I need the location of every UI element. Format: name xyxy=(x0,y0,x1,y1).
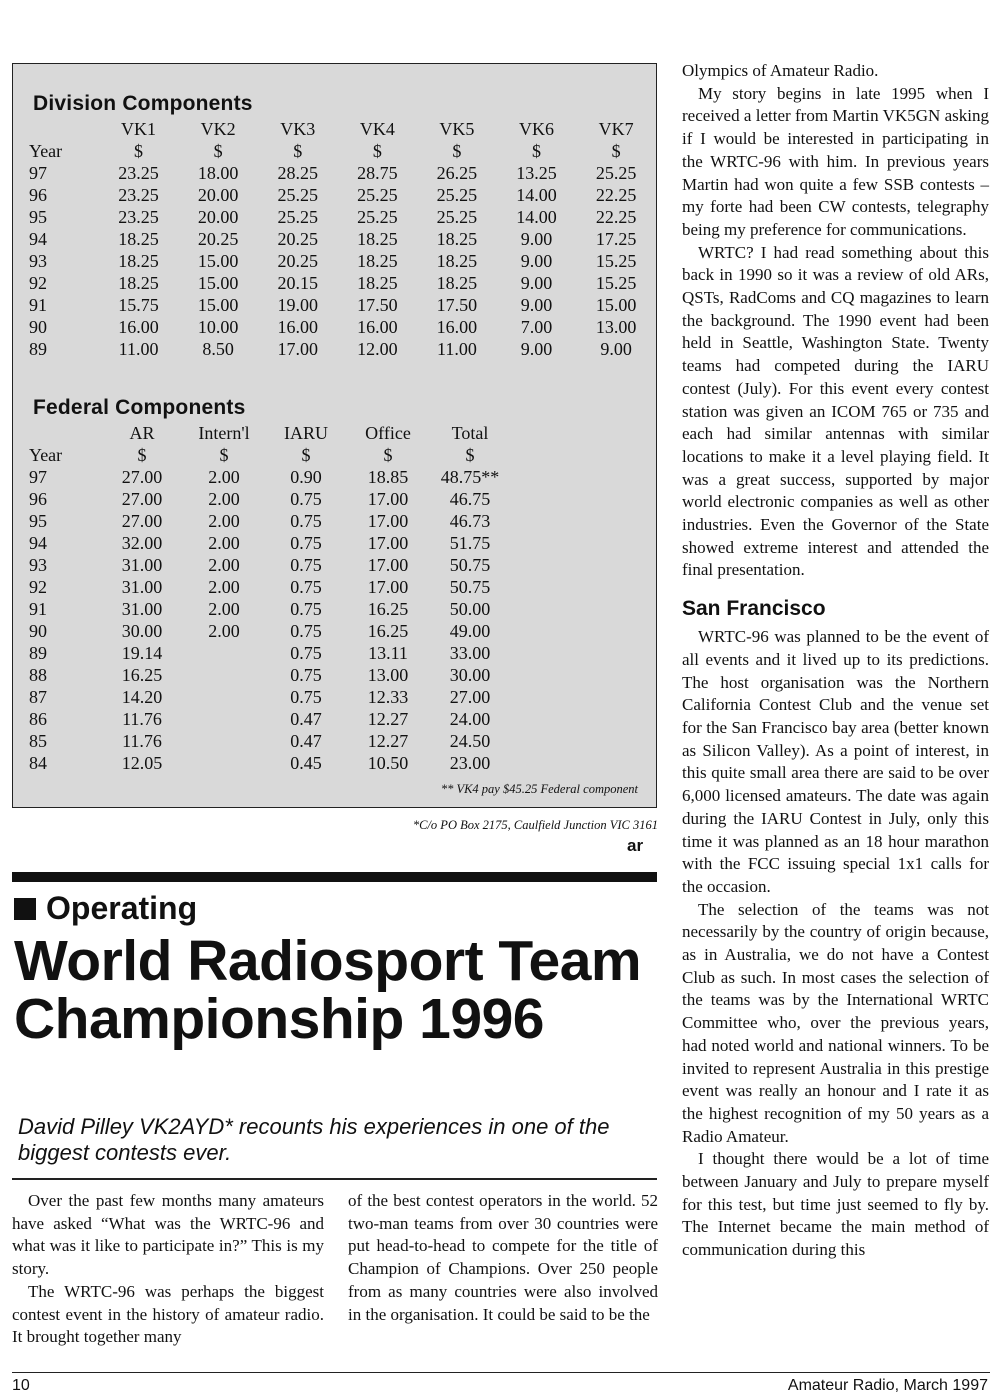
paragraph: of the best contest operators in the world. 52 two-man teams from over 30 countries were put head-to-head to compete for the title of Champion of Champions. Over 250 people from as many countries were also involved in the organisation. It could be said to be the xyxy=(348,1191,658,1324)
section-tag xyxy=(14,890,197,927)
division-cell: 89 xyxy=(29,339,47,359)
federal-header-cell: IARU xyxy=(284,423,328,443)
federal-cell xyxy=(183,686,265,708)
federal-header-cell xyxy=(29,422,101,444)
federal-cell: 92 xyxy=(29,577,47,597)
division-cell: 18.25 xyxy=(357,273,398,293)
division-header-cell: $ xyxy=(532,141,542,161)
federal-cell: 12.05 xyxy=(121,753,163,773)
division-cell: 25.25 xyxy=(357,207,398,227)
federal-header-cell: $ xyxy=(219,445,229,465)
division-cell: 18.25 xyxy=(118,251,159,271)
federal-cell: 16.25 xyxy=(121,665,163,685)
federal-cell: 50.75 xyxy=(449,577,491,597)
division-row xyxy=(29,272,656,294)
division-header-cell: VK3 xyxy=(280,119,316,139)
federal-cell: 33.00 xyxy=(449,643,491,663)
federal-cell: 46.75 xyxy=(449,489,491,509)
federal-row xyxy=(29,598,511,620)
article-deck: David Pilley VK2AYD* recounts his experiences in one of the biggest contests ever. xyxy=(18,1114,610,1165)
text-column-1 xyxy=(12,1190,324,1349)
federal-cell: 16.25 xyxy=(367,621,409,641)
division-cell: 18.25 xyxy=(118,229,159,249)
federal-row xyxy=(29,708,511,730)
division-cell: 20.25 xyxy=(277,229,318,249)
federal-cell: 91 xyxy=(29,599,47,619)
federal-cell: 14.20 xyxy=(121,687,163,707)
division-cell: 10.00 xyxy=(197,317,239,337)
federal-cell: 13.00 xyxy=(367,665,409,685)
paragraph: Over the past few months many amateurs have asked “What was the WRTC-96 and what was it like to participate in?” This is my story. xyxy=(12,1191,324,1279)
federal-cell: 2.00 xyxy=(208,489,240,509)
federal-header-cell: Intern'l xyxy=(198,423,250,443)
federal-cell: 0.75 xyxy=(290,643,322,663)
division-cell: 25.25 xyxy=(277,185,318,205)
division-cell: 96 xyxy=(29,185,47,205)
federal-cell: 2.00 xyxy=(208,577,240,597)
division-header-cell: VK6 xyxy=(519,119,555,139)
text-column-3 xyxy=(682,60,989,1262)
division-cell: 22.25 xyxy=(595,185,637,205)
federal-cell: 0.75 xyxy=(290,577,322,597)
federal-row xyxy=(29,466,511,488)
federal-cell: 2.00 xyxy=(208,511,240,531)
federal-cell: 2.00 xyxy=(208,467,240,487)
federal-cell: 0.75 xyxy=(290,489,322,509)
division-cell: 9.00 xyxy=(600,339,632,359)
division-cell: 11.00 xyxy=(118,339,159,359)
federal-cell xyxy=(183,708,265,730)
federal-cell: 31.00 xyxy=(121,577,163,597)
federal-cell: 17.00 xyxy=(367,533,409,553)
division-header-cell: $ xyxy=(213,141,223,161)
paragraph: WRTC-96 was planned to be the event of all events and it lived up to its predictions. The host organisation was the Northern California Contest Club and the venue set for the San Francisco bay area (better known as Silicon Valley). As a point of interest, in this quite small area there are said to be over 6,000 licensed amateurs. The date was again during the IARU Contest in July, only this time it was planned as an 18 hour marathon with the FCC issuing special 1x1 calls for the occasion. xyxy=(682,627,989,896)
division-cell: 9.00 xyxy=(520,339,553,359)
division-row xyxy=(29,250,656,272)
division-cell: 17.50 xyxy=(357,295,398,315)
federal-cell: 27.00 xyxy=(121,489,163,509)
division-cell: 13.25 xyxy=(516,163,557,183)
federal-header-cell: $ xyxy=(383,445,393,465)
federal-cell: 18.85 xyxy=(367,467,409,487)
federal-cell: 0.75 xyxy=(290,621,322,641)
federal-cell: 0.47 xyxy=(290,709,322,729)
article-headline: World Radiosport Team Championship 1996 xyxy=(14,929,642,1051)
division-cell: 9.00 xyxy=(520,251,553,271)
division-cell: 17.50 xyxy=(436,295,478,315)
federal-cell: 85 xyxy=(29,731,47,751)
division-cell: 18.00 xyxy=(197,163,239,183)
paragraph: I thought there would be a lot of time between January and July to prepare myself for this test, but time just seemed to fly by. The Internet became the main method of communication during this xyxy=(682,1149,989,1260)
federal-row xyxy=(29,686,511,708)
federal-row xyxy=(29,510,511,532)
division-heading: Division Components xyxy=(33,92,253,115)
end-mark: ar xyxy=(627,836,644,855)
federal-cell: 2.00 xyxy=(208,599,240,619)
section-tag-label: Operating xyxy=(46,890,198,926)
division-cell: 16.00 xyxy=(118,317,159,337)
square-bullet-icon xyxy=(14,898,36,920)
division-table xyxy=(29,118,656,360)
federal-cell: 23.00 xyxy=(449,753,491,773)
division-cell: 14.00 xyxy=(516,185,557,205)
federal-cell: 0.75 xyxy=(290,555,322,575)
division-row xyxy=(29,184,656,206)
section-rule xyxy=(12,872,657,882)
division-cell: 15.00 xyxy=(197,273,239,293)
federal-cell: 24.00 xyxy=(449,709,491,729)
federal-cell: 24.50 xyxy=(449,731,491,751)
division-cell: 25.25 xyxy=(357,185,398,205)
division-header-cell xyxy=(29,118,99,140)
division-cell: 18.25 xyxy=(357,251,398,271)
division-header-cell: VK1 xyxy=(121,119,157,139)
federal-cell: 90 xyxy=(29,621,47,641)
division-cell: 18.25 xyxy=(357,229,398,249)
federal-cell: 12.27 xyxy=(367,709,409,729)
federal-cell: 88 xyxy=(29,665,47,685)
division-cell: 15.00 xyxy=(197,295,239,315)
division-cell: 93 xyxy=(29,251,47,271)
federal-cell: 94 xyxy=(29,533,47,553)
federal-row xyxy=(29,752,511,774)
division-cell: 23.25 xyxy=(118,163,159,183)
paragraph: Olympics of Amateur Radio. xyxy=(682,61,879,80)
division-cell: 20.25 xyxy=(197,229,239,249)
publication-footer: Amateur Radio, March 1997 xyxy=(787,1377,988,1394)
division-row xyxy=(29,228,656,250)
division-header-cell: $ xyxy=(134,141,144,161)
federal-cell: 89 xyxy=(29,643,47,663)
division-cell: 97 xyxy=(29,163,47,183)
division-header-cell: $ xyxy=(611,141,621,161)
division-cell: 9.00 xyxy=(520,295,553,315)
federal-footnote: ** VK4 pay $45.25 Federal component xyxy=(440,782,638,796)
federal-header-cell: $ xyxy=(137,445,147,465)
division-header-cell: $ xyxy=(372,141,382,161)
division-cell: 18.25 xyxy=(436,273,478,293)
federal-cell: 19.14 xyxy=(121,643,163,663)
federal-cell: 27.00 xyxy=(121,467,163,487)
federal-row xyxy=(29,576,511,598)
division-cell: 19.00 xyxy=(277,295,318,315)
division-row xyxy=(29,294,656,316)
federal-cell: 0.45 xyxy=(290,753,322,773)
federal-cell: 31.00 xyxy=(121,555,163,575)
division-cell: 15.00 xyxy=(197,251,239,271)
division-cell: 16.00 xyxy=(436,317,478,337)
federal-row xyxy=(29,620,511,642)
paragraph: The selection of the teams was not necessarily by the country of origin because, as in Australia, we do not have a Contest Club as such. In most cases the selection of the teams was by the International WRTC Committee who, over the previous years, had noted world and national winners. To be invited to represent Australia in this prestige event was really an honour and I rate it as the highest recognition of my 50 years as a Radio Amateur. xyxy=(682,899,989,1146)
division-cell: 28.75 xyxy=(357,163,398,183)
division-cell: 18.25 xyxy=(436,229,478,249)
division-header-cell: VK4 xyxy=(359,119,395,139)
division-header-cell: $ xyxy=(293,141,303,161)
paragraph: The WRTC-96 was perhaps the biggest contest event in the history of amateur radio. It brought together many xyxy=(12,1281,324,1347)
federal-cell: 0.75 xyxy=(290,665,322,685)
federal-cell: 97 xyxy=(29,467,47,487)
division-header-cell: VK7 xyxy=(598,119,634,139)
division-header-row xyxy=(29,140,656,162)
federal-cell xyxy=(183,664,265,686)
division-cell: 20.25 xyxy=(277,251,318,271)
division-cell: 7.00 xyxy=(520,317,553,337)
federal-cell: 0.47 xyxy=(290,731,322,751)
federal-header-cell: AR xyxy=(129,423,155,443)
federal-header-cell: Office xyxy=(365,423,411,443)
federal-cell: 50.75 xyxy=(449,555,491,575)
division-cell: 18.25 xyxy=(118,273,159,293)
fee-table-box xyxy=(12,63,657,808)
federal-cell: 96 xyxy=(29,489,47,509)
division-header-cell: Year xyxy=(29,141,63,161)
division-cell: 23.25 xyxy=(118,185,159,205)
federal-header-cell: Total xyxy=(451,423,489,443)
federal-row xyxy=(29,642,511,664)
paragraph: My story begins in late 1995 when I received a letter from Martin VK5GN asking if I would be interested in participating in the WRTC-96 with him. In previous years Martin had won quite a few SSB contests – my forte had been CW contests, telegraphy being my preference for communications. xyxy=(682,83,989,239)
federal-cell: 49.00 xyxy=(449,621,491,641)
division-cell: 15.25 xyxy=(595,251,637,271)
federal-cell: 11.76 xyxy=(122,709,162,729)
federal-row xyxy=(29,664,511,686)
federal-cell: 0.90 xyxy=(290,467,322,487)
subheading-san-francisco: San Francisco xyxy=(682,597,826,621)
federal-row xyxy=(29,554,511,576)
author-address-note: *C/o PO Box 2175, Caulfield Junction VIC 3161 xyxy=(412,818,658,832)
federal-cell: 93 xyxy=(29,555,47,575)
division-cell: 15.25 xyxy=(595,273,637,293)
division-row xyxy=(29,162,656,184)
division-cell: 20.00 xyxy=(197,207,239,227)
federal-cell: 10.50 xyxy=(367,753,409,773)
federal-cell: 2.00 xyxy=(208,621,240,641)
division-cell: 95 xyxy=(29,207,47,227)
federal-cell: 2.00 xyxy=(208,555,240,575)
division-cell: 12.00 xyxy=(357,339,398,359)
federal-cell: 0.75 xyxy=(290,533,322,553)
federal-row xyxy=(29,488,511,510)
federal-header-row xyxy=(29,422,511,444)
federal-cell: 46.73 xyxy=(449,511,491,531)
division-cell: 26.25 xyxy=(436,163,478,183)
division-cell: 92 xyxy=(29,273,47,293)
division-header-cell: VK2 xyxy=(200,119,236,139)
division-cell: 18.25 xyxy=(436,251,478,271)
division-cell: 16.00 xyxy=(277,317,318,337)
division-row xyxy=(29,338,656,360)
division-cell: 15.00 xyxy=(595,295,637,315)
division-cell: 20.00 xyxy=(197,185,239,205)
federal-cell: 17.00 xyxy=(367,511,409,531)
federal-cell: 84 xyxy=(29,753,47,773)
text-column-2 xyxy=(348,1190,658,1326)
federal-cell: 0.75 xyxy=(290,511,322,531)
footer-rule xyxy=(12,1372,990,1373)
federal-cell: 17.00 xyxy=(367,555,409,575)
division-cell: 13.00 xyxy=(595,317,637,337)
page-number: 10 xyxy=(12,1377,30,1394)
federal-heading: Federal Components xyxy=(33,396,246,419)
federal-table xyxy=(29,422,511,774)
division-cell: 25.25 xyxy=(277,207,318,227)
federal-header-row xyxy=(29,444,511,466)
federal-cell: 12.27 xyxy=(367,731,409,751)
division-cell: 28.25 xyxy=(277,163,318,183)
division-cell: 22.25 xyxy=(595,207,637,227)
federal-cell xyxy=(183,642,265,664)
federal-cell: 50.00 xyxy=(449,599,491,619)
federal-cell: 48.75** xyxy=(440,467,500,487)
federal-cell: 87 xyxy=(29,687,47,707)
division-header-row xyxy=(29,118,656,140)
federal-cell: 30.00 xyxy=(449,665,491,685)
division-cell: 25.25 xyxy=(595,163,637,183)
federal-cell: 32.00 xyxy=(121,533,163,553)
federal-header-cell: $ xyxy=(465,445,475,465)
federal-cell: 2.00 xyxy=(208,533,240,553)
federal-cell xyxy=(183,730,265,752)
division-cell: 91 xyxy=(29,295,47,315)
division-cell: 20.15 xyxy=(277,273,318,293)
division-cell: 11.00 xyxy=(437,339,477,359)
federal-header-cell: Year xyxy=(29,445,63,465)
division-cell: 90 xyxy=(29,317,47,337)
division-cell: 94 xyxy=(29,229,47,249)
division-cell: 16.00 xyxy=(357,317,398,337)
division-row xyxy=(29,206,656,228)
division-cell: 9.00 xyxy=(520,229,553,249)
division-cell: 8.50 xyxy=(202,339,234,359)
division-header-cell: $ xyxy=(452,141,462,161)
paragraph: WRTC? I had read something about this back in 1990 so it was a review of old ARs, QSTs, RadComs and CQ magazines to learn the background. The 1990 event had been held in Seattle, Washington State. Twenty teams had competed during the IARU contest (July). For this event every contest station was given an ICOM 765 or 735 and each had similar antennas with similar locations to make it a level playing field. It was a great success, supported by major world electronic companies as well as other industries. Even the Governor of the State showed extreme interest and attended the final presentation. xyxy=(682,242,989,580)
federal-cell: 27.00 xyxy=(121,511,163,531)
federal-cell: 30.00 xyxy=(121,621,163,641)
division-cell: 15.75 xyxy=(118,295,159,315)
federal-cell: 95 xyxy=(29,511,47,531)
federal-row xyxy=(29,730,511,752)
federal-cell xyxy=(183,752,265,774)
division-cell: 17.00 xyxy=(277,339,318,359)
federal-cell: 86 xyxy=(29,709,47,729)
federal-cell: 13.11 xyxy=(368,643,408,663)
federal-cell: 27.00 xyxy=(449,687,491,707)
division-cell: 23.25 xyxy=(118,207,159,227)
federal-cell: 0.75 xyxy=(290,599,322,619)
federal-cell: 31.00 xyxy=(121,599,163,619)
federal-cell: 12.33 xyxy=(367,687,409,707)
division-row xyxy=(29,316,656,338)
federal-cell: 0.75 xyxy=(290,687,322,707)
federal-cell: 17.00 xyxy=(367,577,409,597)
division-cell: 25.25 xyxy=(436,207,478,227)
federal-cell: 16.25 xyxy=(367,599,409,619)
division-cell: 9.00 xyxy=(520,273,553,293)
division-header-cell: VK5 xyxy=(439,119,475,139)
division-cell: 14.00 xyxy=(516,207,557,227)
federal-row xyxy=(29,532,511,554)
federal-header-cell: $ xyxy=(301,445,311,465)
federal-cell: 51.75 xyxy=(449,533,491,553)
division-cell: 17.25 xyxy=(595,229,637,249)
federal-cell: 11.76 xyxy=(122,731,162,751)
federal-cell: 17.00 xyxy=(367,489,409,509)
deck-rule xyxy=(12,1178,657,1180)
division-cell: 25.25 xyxy=(436,185,478,205)
